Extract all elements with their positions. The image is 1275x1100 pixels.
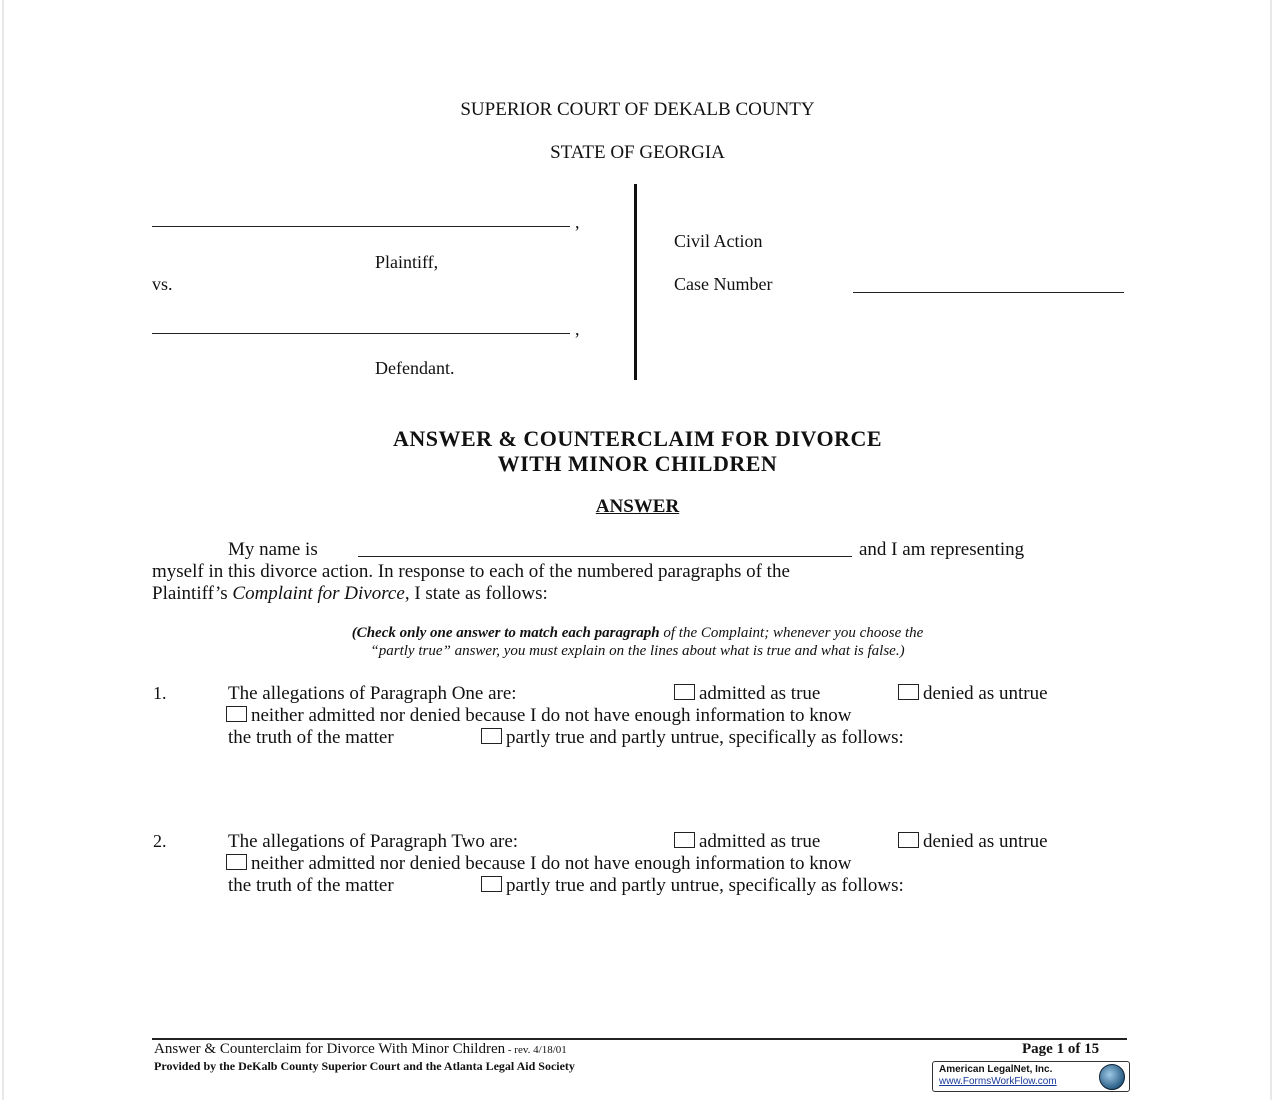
plaintiff-name-line	[152, 226, 570, 227]
intro-line-3: Plaintiff’s Complaint for Divorce, I state as follows:	[152, 583, 548, 604]
civil-action-label: Civil Action	[674, 231, 763, 251]
paragraph-2-partly[interactable]: partly true and partly untrue, specifically as follows:	[481, 875, 904, 897]
document-title-line2: WITH MINOR CHILDREN	[497, 451, 778, 476]
footer-revision: - rev. 4/18/01	[505, 1044, 567, 1056]
answer-heading: ANSWER	[595, 496, 680, 517]
plaintiff-comma: ,	[575, 212, 580, 232]
paragraph-1-lead: The allegations of Paragraph One are:	[228, 683, 517, 704]
paragraph-2-neither-checkbox[interactable]	[226, 854, 247, 870]
logo-url-link[interactable]: www.FormsWorkFlow.com	[939, 1076, 1057, 1087]
page-edge-left	[2, 0, 4, 1100]
intro-my-name: My name is	[228, 539, 318, 560]
defendant-comma: ,	[575, 319, 580, 339]
paragraph-1-neither[interactable]: neither admitted nor denied because I do not have enough information to know	[226, 705, 851, 727]
intro-line-2: myself in this divorce action. In response to each of the numbered paragraphs of the	[152, 561, 790, 582]
document-title-line1: ANSWER & COUNTERCLAIM FOR DIVORCE	[392, 426, 883, 451]
vs-label: vs.	[152, 274, 173, 294]
globe-icon	[1099, 1064, 1125, 1090]
footer-form-title: Answer & Counterclaim for Divorce With Minor Children - rev. 4/18/01	[154, 1041, 567, 1057]
paragraph-2-neither[interactable]: neither admitted nor denied because I do not have enough information to know	[226, 853, 851, 875]
paragraph-2-lead: The allegations of Paragraph Two are:	[228, 831, 519, 852]
paragraph-1-number: 1.	[153, 683, 167, 703]
caption-divider	[634, 184, 637, 380]
logo-company: American LegalNet, Inc.	[939, 1064, 1053, 1075]
paragraph-1-admitted[interactable]: admitted as true	[674, 683, 820, 705]
paragraph-2-denied-checkbox[interactable]	[898, 832, 919, 848]
paragraph-2-partly-checkbox[interactable]	[481, 876, 502, 892]
paragraph-1-truth-text: the truth of the matter	[228, 727, 394, 748]
complaint-title: Complaint for Divorce	[232, 583, 405, 604]
paragraph-1-denied-checkbox[interactable]	[898, 684, 919, 700]
paragraph-1-admitted-checkbox[interactable]	[674, 684, 695, 700]
paragraph-2-number: 2.	[153, 831, 167, 851]
footer-page-number: Page 1 of 15	[1022, 1041, 1100, 1057]
defendant-label: Defendant.	[375, 358, 455, 378]
instruction-line-1: (Check only one answer to match each paragraph of the Complaint; whenever you choose the	[351, 625, 924, 641]
plaintiff-label: Plaintiff,	[375, 252, 439, 272]
defendant-name-line	[152, 333, 570, 334]
paragraph-2-denied[interactable]: denied as untrue	[898, 831, 1048, 853]
state-name: STATE OF GEORGIA	[550, 142, 725, 163]
case-number-line	[853, 292, 1124, 293]
intro-representing: and I am representing	[859, 539, 1025, 560]
court-name: SUPERIOR COURT OF DEKALB COUNTY	[460, 99, 815, 120]
paragraph-1-partly[interactable]: partly true and partly untrue, specifically as follows:	[481, 727, 904, 749]
paragraph-2-truth-text: the truth of the matter	[228, 875, 394, 896]
paragraph-1-denied[interactable]: denied as untrue	[898, 683, 1048, 705]
legalnet-logo[interactable]	[932, 1061, 1130, 1092]
instruction-line-2: “partly true” answer, you must explain on the lines about what is true and what is false.)	[370, 643, 905, 659]
paragraph-2-admitted[interactable]: admitted as true	[674, 831, 820, 853]
paragraph-1-neither-checkbox[interactable]	[226, 706, 247, 722]
footer-provided-by: Provided by the DeKalb County Superior Court and the Atlanta Legal Aid Society	[154, 1059, 575, 1073]
footer-rule	[152, 1038, 1127, 1040]
case-number-label: Case Number	[674, 274, 773, 294]
paragraph-1-partly-checkbox[interactable]	[481, 728, 502, 744]
paragraph-2-admitted-checkbox[interactable]	[674, 832, 695, 848]
page-edge-right	[1270, 0, 1272, 1100]
name-blank-line	[358, 556, 852, 557]
